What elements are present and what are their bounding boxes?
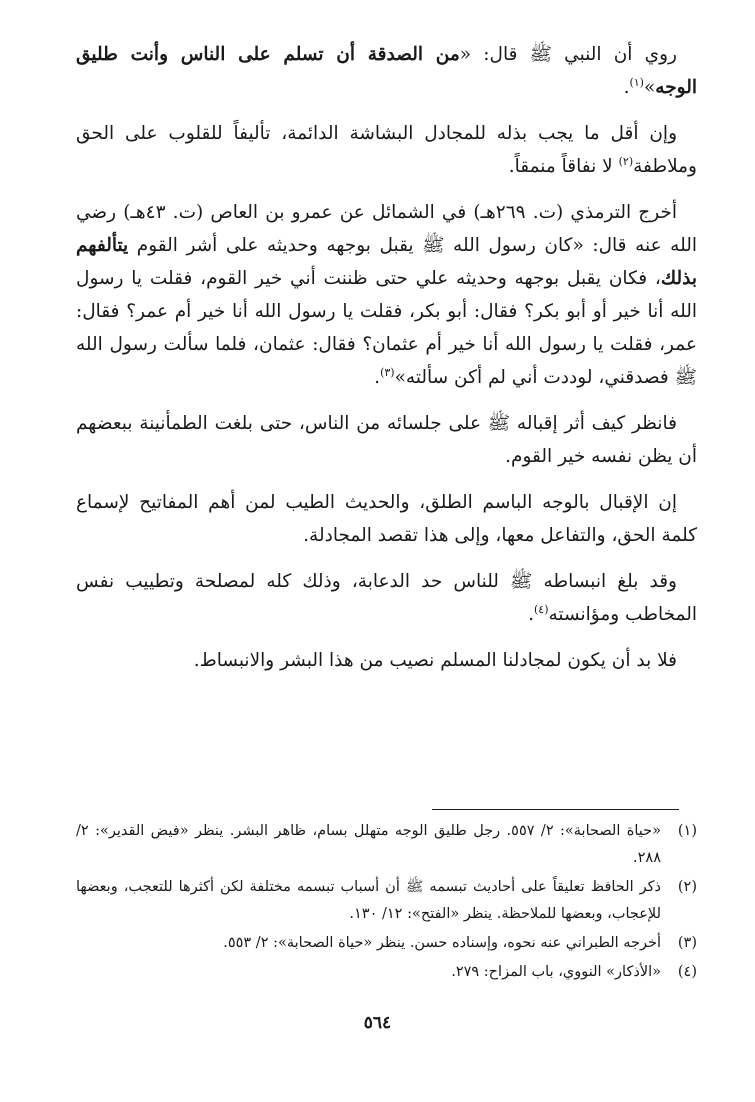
footnote-number: (١) <box>677 823 697 839</box>
paragraph-4: فانظر كيف أثر إقباله ﷺ على جلسائه من الناس، حتى بلغت الطمأنينة ببعضهم أن يظن نفسه خير القوم. <box>76 413 697 467</box>
footnote-text: «حياة الصحابة»: ٢/ ٥٥٧. رجل طليق الوجه متهلل بسام، ظاهر البشر. ينظر «فيض القدير»: ٢/ ٢٨٨. <box>76 823 661 866</box>
footnote-number: (٣) <box>677 935 697 951</box>
paragraph-7: فلا بد أن يكون لمجادلنا المسلم نصيب من هذا البشر والانبساط. <box>193 650 677 671</box>
main-text <box>76 38 697 690</box>
footnote-text: «الأذكار» النووي، باب المزاح: ٢٧٩. <box>451 964 661 980</box>
paragraph-2: وإن أقل ما يجب بذله للمجادل البشاشة الدائمة، تأليفاً للقلوب على الحق وملاطفة$^{(٢)}$ لا نفاقاً منمقاً. <box>76 123 697 177</box>
footnote-text: ذكر الحافظ تعليقاً على أحاديث تبسمه ﷺ أن أسباب تبسمه مختلفة لكن أكثرها للتعجب، وبعضها للإعجاب، وبعضها للملاحظة. ينظر «الفتح»: ١٢/ ١٣٠. <box>76 879 661 922</box>
footnote-number: (٢) <box>677 879 697 895</box>
footnote-item <box>76 818 697 872</box>
footnote-item <box>76 959 697 986</box>
paragraph-6: وقد بلغ انبساطه ﷺ للناس حد الدعابة، وذلك كله لمصلحة وتطييب نفس المخاطب ومؤانسته$^{(٤)}$. <box>76 571 697 625</box>
footnote-ref-4: (٤) <box>533 602 549 616</box>
footnote-ref-1: (١) <box>629 75 644 89</box>
footnote-ref-3: (٣) <box>380 365 395 379</box>
hadith-quote-bold: من الصدقة أن تسلم على الناس وأنت طليق الوجه <box>76 44 697 98</box>
footnote-number: (٤) <box>677 964 697 980</box>
footnote-item <box>76 930 697 957</box>
paragraph-1: روي أن النبي ﷺ قال: «من الصدقة أن تسلم على الناس وأنت طليق الوجه»$^{(١)}$. <box>76 44 697 98</box>
footnote-divider <box>432 809 679 810</box>
footnote-item <box>76 874 697 928</box>
emphasis-bold: يتألفهم بذلك <box>76 235 697 289</box>
footnote-ref-2: (٢) <box>618 154 634 168</box>
page-number: ٥٦٤ <box>363 1013 392 1033</box>
footnotes <box>76 818 697 988</box>
paragraph-3: أخرج الترمذي (ت. ٢٦٩هـ) في الشمائل عن عمرو بن العاص (ت. ٤٣هـ) رضي الله عنه قال: «كان رسول الله ﷺ يقبل بوجهه وحديثه على أشر القوم يتألفهم بذلك، فكان يقبل بوجهه وحديثه علي حتى ظننت أني خير القوم، فقلت يا رسول الله أنا خير أو أبو بكر؟ فقال: أبو بكر، فقلت يا رسول الله أنا خير أم عمر؟ فقال: عمر، فقلت يا رسول الله أنا خير أم عثمان؟ فقال: عثمان، فلما سألت رسول الله ﷺ فصدقني، لوددت أني لم أكن سألته»$^{(٣)}$. <box>76 202 697 388</box>
paragraph-5: إن الإقبال بالوجه الباسم الطلق، والحديث الطيب لمن أهم المفاتيح لإسماع كلمة الحق، والتفاعل معها، وإلى هذا تقصد المجادلة. <box>76 492 697 546</box>
footnote-text: أخرجه الطبراني عنه نحوه، وإسناده حسن. ينظر «حياة الصحابة»: ٢/ ٥٥٣. <box>223 935 661 951</box>
